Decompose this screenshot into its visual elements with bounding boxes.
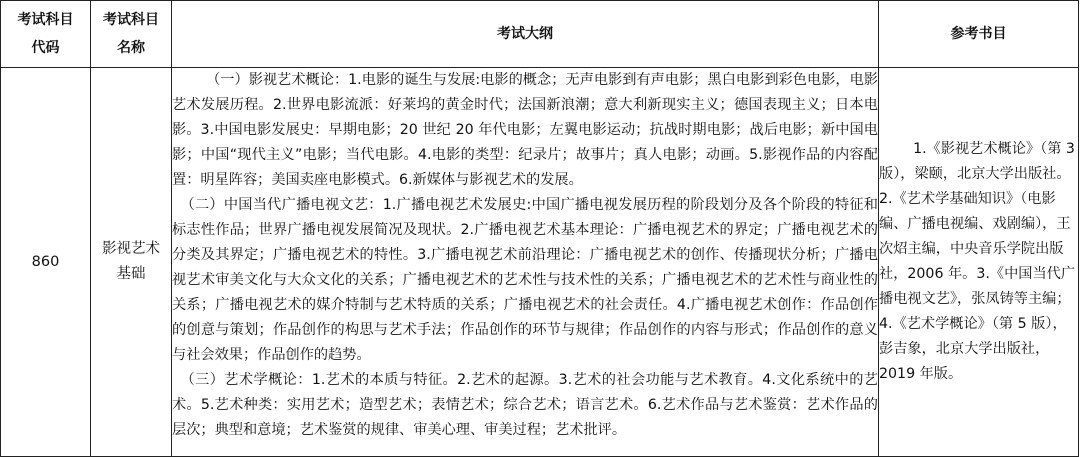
subject-code-cell: 860 xyxy=(1,68,91,457)
outline-cell xyxy=(172,68,879,457)
references-cell xyxy=(879,68,1079,457)
header-outline: 考试大纲 xyxy=(172,1,879,68)
header-references: 参考书目 xyxy=(879,1,1079,68)
header-code-line2: 代码 xyxy=(31,40,60,56)
header-row xyxy=(1,1,1079,68)
table-row xyxy=(1,68,1079,457)
outline-section-1: （一）影视艺术概论：1.电影的诞生与发展:电影的概念；无声电影到有声电影；黑白电影到彩色电影，电影艺术发展历程。2.世界电影流派：好莱坞的黄金时代；法国新浪潮；意大利新现实主义；德国表现主义；日本电影。3.中国电影发展史：早期电影；20 世纪 20 年代电影；左翼电影运动；抗战时期电影；战后电影；新中国电影；中国“现代主义”电影；当代电影。4.电影的类型：纪录片；故事片；真人电影；动画。5.影视作品的内容配置：明星阵容；美国卖座电影模式。6.新媒体与影视艺术的发展。 xyxy=(172,72,878,188)
header-code-line1: 考试科目 xyxy=(17,12,74,28)
subject-name-cell xyxy=(91,68,172,457)
header-name-line2: 名称 xyxy=(117,40,145,56)
subject-name-line1: 影视艺术 xyxy=(102,241,160,257)
outline-section-2: （二）中国当代广播电视文艺：1.广播电视艺术发展史:中国广播电视发展历程的阶段划分及各个阶段的特征和标志性作品；世界广播电视发展简况及现状。2.广播电视艺术基本理论：广播电视艺术的界定；广播电视艺术的分类及其界定；广播电视艺术的特性。3.广播电视艺术前沿理论：广播电视艺术的创作、传播现状分析；广播电视艺术审美文化与大众文化的关系；广播电视艺术的艺术性与技术性的关系；广播电视艺术的艺术性与商业性的关系；广播电视艺术的媒介特制与艺术特质的关系；广播电视艺术的社会责任。4.广播电视艺术创作：作品创作的创意与策划；作品创作的构思与艺术手法；作品创作的环节与规律；作品创作的内容与形式；作品创作的意义与社会效果；作品创作的趋势。 xyxy=(172,197,878,363)
subject-name-line2: 基础 xyxy=(116,266,146,282)
header-subject-name xyxy=(91,1,172,68)
header-name-line1: 考试科目 xyxy=(103,12,159,28)
header-subject-code xyxy=(1,1,91,68)
outline-section-3: （三）艺术学概论：1.艺术的本质与特征。2.艺术的起源。3.艺术的社会功能与艺术教育。4.文化系统中的艺术。5.艺术种类：实用艺术；造型艺术；表情艺术；综合艺术；语言艺术。6.艺术作品与艺术鉴赏：艺术作品的层次；典型和意境；艺术鉴赏的规律、审美心理、审美过程；艺术批评。 xyxy=(172,372,878,438)
references-text: 1.《影视艺术概论》（第 3 版），梁颐，北京大学出版社。2.《艺术学基础知识》（电影编、广播电视编、戏剧编），王次炤主编，中央音乐学院出版社，2006 年。3.《中国当代广播电视文艺》，张凤铸等主编；4.《艺术学概论》（第 5 版），彭吉象，北京大学出版社，2019 年版。 xyxy=(879,141,1076,382)
